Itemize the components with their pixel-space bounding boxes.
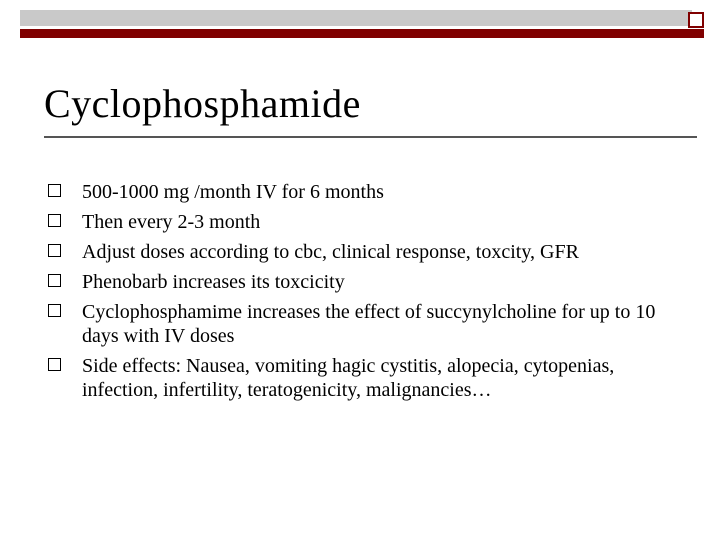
bullet-text: Adjust doses according to cbc, clinical response, toxcity, GFR xyxy=(82,241,579,263)
square-bullet-icon xyxy=(48,244,61,257)
bullet-text: Then every 2-3 month xyxy=(82,211,261,233)
list-item xyxy=(44,210,664,234)
list-item xyxy=(44,270,664,294)
square-bullet-icon xyxy=(48,184,61,197)
list-item xyxy=(44,300,664,348)
bullet-text: Side effects: Nausea, vomiting hagic cystitis, alopecia, cytopenias, infection, infertility, teratogenicity, malignancies… xyxy=(82,355,615,401)
bullet-list xyxy=(44,180,664,408)
bullet-text: 500-1000 mg /month IV for 6 months xyxy=(82,181,384,203)
list-item xyxy=(44,354,664,402)
square-bullet-icon xyxy=(48,304,61,317)
bullet-text: Phenobarb increases its toxcicity xyxy=(82,271,345,293)
list-item xyxy=(44,240,664,264)
header-strip-accent xyxy=(20,29,704,38)
square-bullet-icon xyxy=(48,358,61,371)
bullet-text: Cyclophosphamime increases the effect of succynylcholine for up to 10 days with IV doses xyxy=(82,301,656,347)
header-strip-light xyxy=(20,10,692,26)
header-band xyxy=(0,0,728,44)
list-item xyxy=(44,180,664,204)
title-divider xyxy=(44,136,697,138)
square-bullet-icon xyxy=(48,274,61,287)
square-bullet-icon xyxy=(48,214,61,227)
corner-square-icon xyxy=(688,12,704,28)
slide-title: Cyclophosphamide xyxy=(44,81,361,126)
